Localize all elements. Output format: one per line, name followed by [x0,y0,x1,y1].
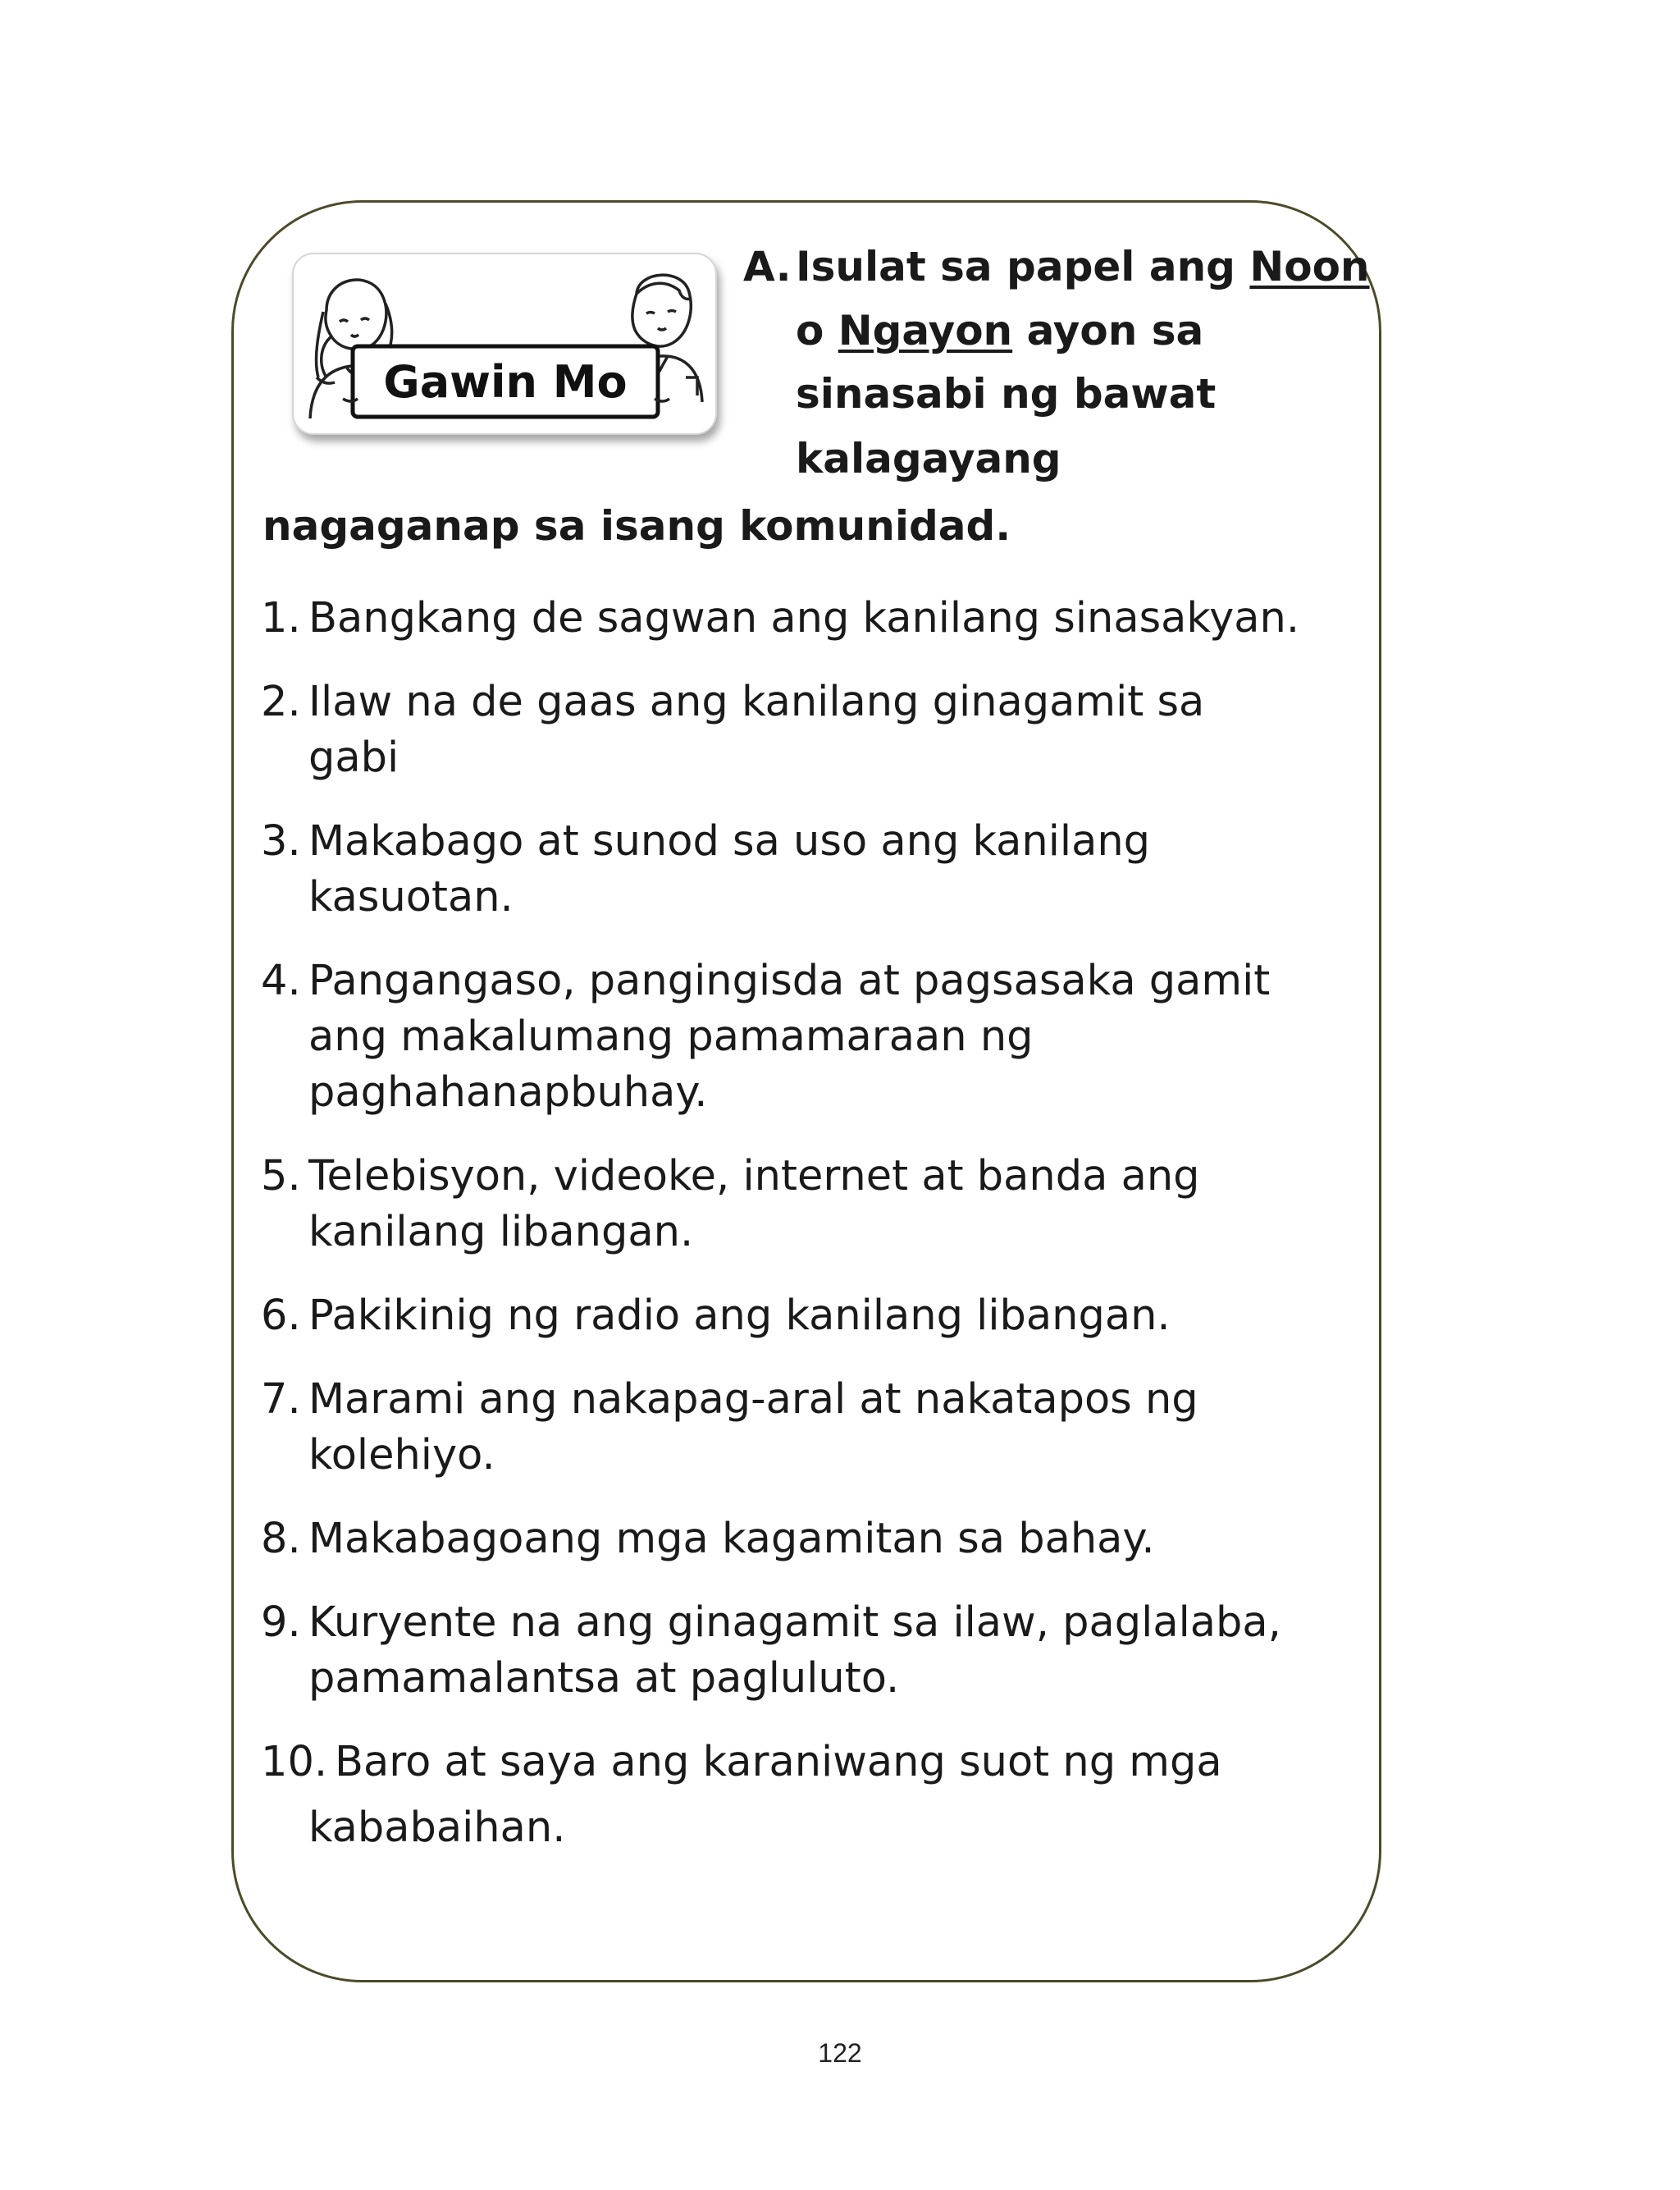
item-number: 4. [261,957,301,1005]
instruction-line-3: sinasabi ng bawat [796,370,1217,418]
item-text: kababaihan. [308,1804,566,1852]
item-text: kanilang libangan. [308,1208,694,1256]
item-text: paghahanapbuhay. [308,1068,708,1117]
list-item [261,1372,1376,1484]
item-number: 7. [261,1375,301,1424]
item-number: 9. [261,1598,301,1647]
instruction-marker: A. [743,243,792,290]
instruction-text: Isulat sa papel ang [796,243,1250,290]
item-text: Kuryente na ang ginagamit sa ilaw, paglalaba, [308,1598,1281,1647]
item-number: 3. [261,817,301,866]
instruction-line-5: nagaganap sa isang komunidad. [262,502,1011,550]
item-number: 10. [261,1738,328,1786]
item-number: 8. [261,1515,301,1563]
item-text: gabi [308,734,399,782]
instruction-line-4: kalagayang [796,435,1061,482]
list-item [261,953,1376,1121]
instruction-line-1 [796,243,1370,290]
item-text: ang makalumang pamamaraan ng [308,1013,1034,1061]
list-item [261,591,1376,647]
item-text: Pakikinig ng radio ang kanilang libangan. [308,1292,1171,1340]
list-item [261,1511,1376,1567]
item-text: kolehiyo. [308,1431,495,1479]
item-text: Makabago at sunod sa uso ang kanilang [308,817,1151,866]
item-text: Pangangaso, pangingisda at pagsasaka gamit [308,957,1271,1005]
question-list [261,591,1376,1884]
item-text: Telebisyon, videoke, internet at banda ang [308,1152,1200,1200]
instruction-line-2 [796,307,1203,354]
item-text: Makabagoang mga kagamitan sa bahay. [308,1515,1155,1563]
item-text: Marami ang nakapag-aral at nakatapos ng [308,1375,1198,1424]
list-item [261,1595,1376,1707]
list-item [261,674,1376,786]
ngayon-word: Ngayon [838,307,1013,354]
list-item [261,814,1376,926]
badge-label: Gawin Mo [383,356,628,408]
list-item [261,1735,1376,1856]
item-text: Ilaw na de gaas ang kanilang ginagamit sa [308,678,1205,726]
instruction-text: o [796,307,838,354]
item-number: 5. [261,1152,301,1200]
item-number: 6. [261,1292,301,1340]
list-item [261,1149,1376,1260]
item-text: Bangkang de sagwan ang kanilang sinasakyan. [308,594,1300,642]
item-text: Baro at saya ang karaniwang suot ng mga [335,1738,1222,1786]
gawin-mo-badge [292,253,717,435]
list-item [261,1288,1376,1344]
instruction-text: ayon sa [1012,307,1204,354]
noon-word: Noon [1249,243,1370,290]
item-text: kasuotan. [308,873,514,921]
item-number: 1. [261,594,301,642]
item-text: pamamalantsa at pagluluto. [308,1654,900,1703]
item-number: 2. [261,678,301,726]
page-number: 122 [818,2038,862,2068]
